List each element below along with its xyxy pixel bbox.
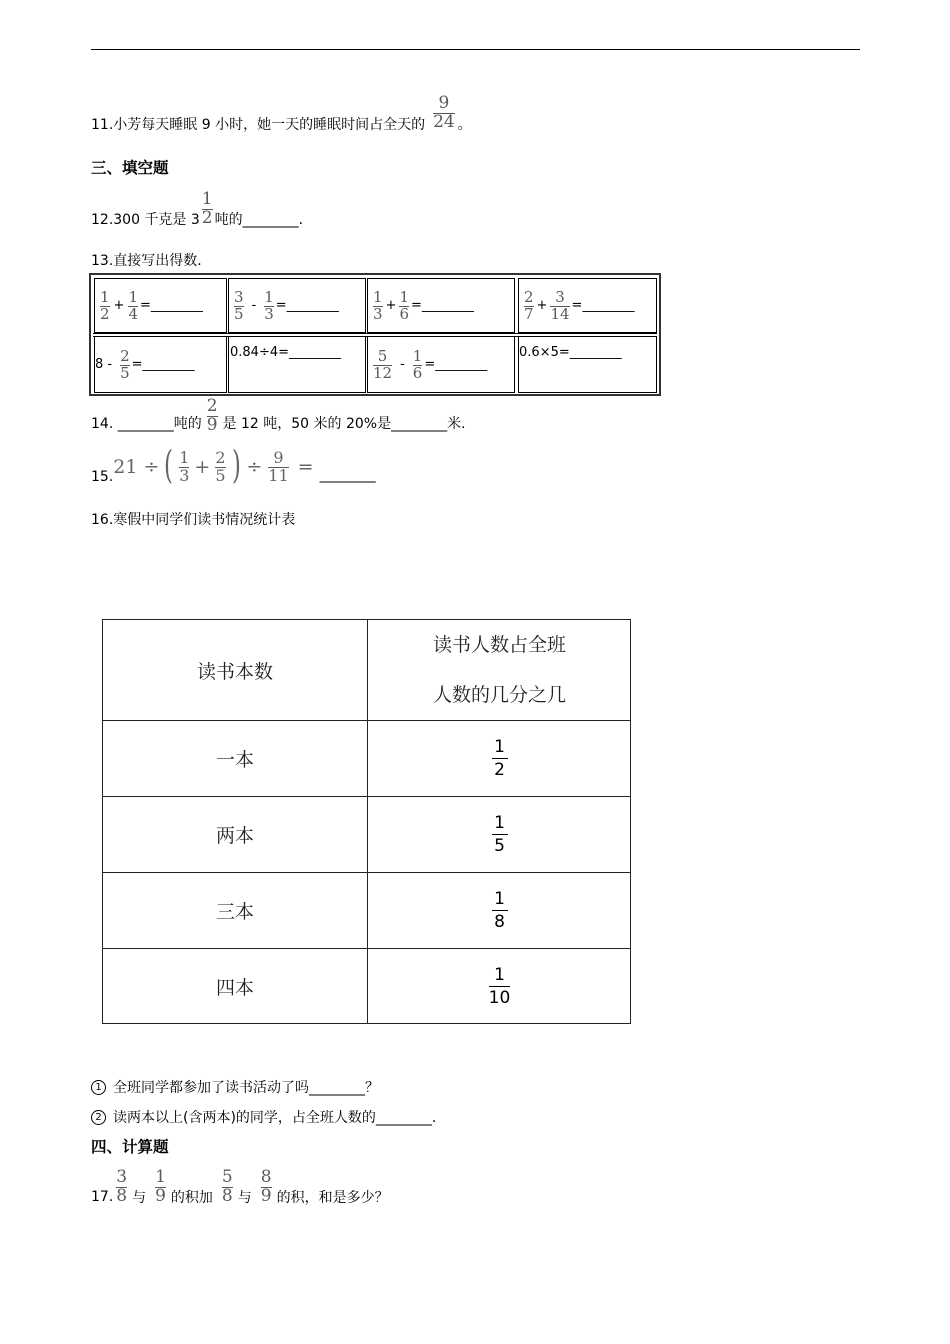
reading-stats-table — [102, 619, 631, 1024]
row-value-three: 1 8 — [367, 872, 631, 948]
q13-title: 13.直接写出得数. — [91, 253, 202, 269]
question-11 — [91, 93, 472, 136]
q16-title: 16.寒假中同学们读书情况统计表 — [91, 512, 296, 528]
q13-table — [89, 273, 661, 396]
section-4-heading: 四、计算题 — [91, 1138, 169, 1156]
header-rule — [91, 49, 860, 50]
q13-cell-r2c2: 0.84÷4=________ — [228, 336, 366, 393]
q13-cell-r1c2: 3 5 - 1 3 =________ — [228, 278, 366, 333]
header-book-count: 读书本数 — [102, 619, 367, 720]
q16-sub-question-1: 1 全班同学都参加了读书活动了吗________？ — [91, 1077, 379, 1097]
q15-answer-blank: ________ — [319, 467, 376, 483]
q15-label: 15. — [91, 469, 114, 485]
q17-label: 17. — [91, 1189, 114, 1205]
q11-suffix: 。 — [457, 117, 472, 133]
row-label-four: 四本 — [102, 948, 367, 1024]
q13-cell-r1c1: 1 2 + 1 4 =________ — [94, 278, 227, 333]
table-frame — [102, 619, 631, 1024]
q14-suffix: 是 12 吨，50 米的 20%是________米. — [222, 416, 466, 432]
q14-text: 14. ________吨的 — [91, 416, 202, 432]
q13-cell-r2c1: 8 - 2 5 =________ — [94, 336, 227, 393]
q13-cell-r2c3: 5 12 - 1 6 =________ — [367, 336, 515, 393]
row-value-four: 1 10 — [367, 948, 631, 1024]
question-17: 17. 3 8 与 1 9 的积加 5 8 与 8 9 的积，和是多少？ — [91, 1167, 389, 1206]
question-15 — [91, 443, 376, 488]
q11-den: 24 — [433, 112, 455, 132]
q12-num: 1 — [201, 189, 213, 209]
circled-2-icon: 2 — [91, 1110, 106, 1125]
row-label-two: 两本 — [102, 796, 367, 872]
q16-sub-question-2: 2 读两本以上(含两本)的同学，占全班人数的________. — [91, 1107, 436, 1127]
q11-fraction — [433, 95, 455, 131]
q11-text: 11.小芳每天睡眠 9 小时，她一天的睡眠时间占全天的 — [91, 117, 426, 133]
row-label-three: 三本 — [102, 872, 367, 948]
q13-cell-r2c4: 0.6×5=________ — [518, 336, 657, 393]
q12-text: 12.300 千克是 3 — [91, 212, 200, 228]
q13-cell-r1c4: 2 7 + 3 14 =________ — [518, 278, 657, 333]
row-value-one: 1 2 — [367, 720, 631, 796]
q15-formula: 21 ÷ ( 1 3 + 2 5 ) ÷ 9 11 = — [113, 443, 314, 487]
q11-num: 9 — [438, 93, 450, 113]
question-14 — [91, 396, 466, 436]
header-fraction-of-class: 读书人数占全班 人数的几分之几 — [367, 619, 631, 720]
section-3-heading: 三、填空题 — [91, 159, 169, 177]
q12-suffix: 吨的________. — [214, 212, 304, 228]
row-label-one: 一本 — [102, 720, 367, 796]
row-value-two: 1 5 — [367, 796, 631, 872]
q12-fraction — [202, 191, 213, 227]
circled-1-icon: 1 — [91, 1080, 106, 1095]
q12-den: 2 — [201, 208, 213, 228]
q14-fraction: 2 9 — [206, 396, 218, 435]
question-12 — [91, 188, 303, 230]
q13-cell-r1c3: 1 3 + 1 6 =________ — [367, 278, 515, 333]
